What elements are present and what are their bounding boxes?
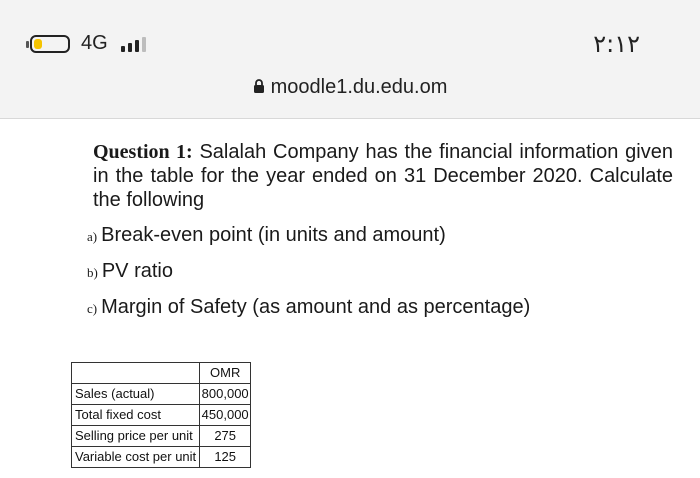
question-item-c <box>87 295 673 321</box>
battery-level-fill <box>34 39 42 49</box>
item-text: PV ratio <box>101 260 173 282</box>
table-header-row <box>72 363 251 384</box>
question-item-b <box>87 259 673 285</box>
table-value-cell: 450,000 <box>200 405 251 426</box>
question-content <box>87 140 673 331</box>
question-paragraph <box>93 140 673 212</box>
question-item-a <box>87 223 673 249</box>
table-row <box>72 384 251 405</box>
url-text: moodle1.du.edu.om <box>270 76 448 98</box>
item-text: Margin of Safety (as amount and as percentage) <box>101 296 531 318</box>
status-time: ٢:١٢ <box>593 30 640 58</box>
signal-bar <box>142 37 146 52</box>
table-label-cell: Sales (actual) <box>72 384 200 405</box>
table-header-cell <box>72 363 200 384</box>
item-marker: a) <box>87 229 98 244</box>
question-items <box>87 223 673 321</box>
question-text: Salalah Company has the financial information given in the table for the year ended on 31 December 2020. Calculate the following <box>93 141 673 211</box>
item-text: Break-even point (in units and amount) <box>101 224 446 246</box>
table-label-cell: Selling price per unit <box>72 426 200 447</box>
item-marker: c) <box>87 301 98 316</box>
lock-icon <box>253 77 265 100</box>
signal-icon <box>121 36 157 52</box>
item-marker: b) <box>87 265 98 280</box>
signal-bar <box>128 43 132 52</box>
battery-tip <box>26 41 29 48</box>
question-label: Question 1: <box>93 141 193 163</box>
battery-icon <box>30 35 70 53</box>
network-type: 4G <box>81 32 108 54</box>
table-value-cell: 125 <box>200 447 251 468</box>
table-label-cell: Variable cost per unit <box>72 447 200 468</box>
table-header-cell: OMR <box>200 363 251 384</box>
address-bar[interactable] <box>0 76 700 100</box>
signal-bar <box>121 46 125 52</box>
table-value-cell: 800,000 <box>200 384 251 405</box>
table-label-cell: Total fixed cost <box>72 405 200 426</box>
table-row <box>72 447 251 468</box>
table-row <box>72 426 251 447</box>
financial-table <box>71 362 251 468</box>
signal-bar <box>135 40 139 52</box>
table-row <box>72 405 251 426</box>
browser-top-bar <box>0 0 700 119</box>
table-value-cell: 275 <box>200 426 251 447</box>
